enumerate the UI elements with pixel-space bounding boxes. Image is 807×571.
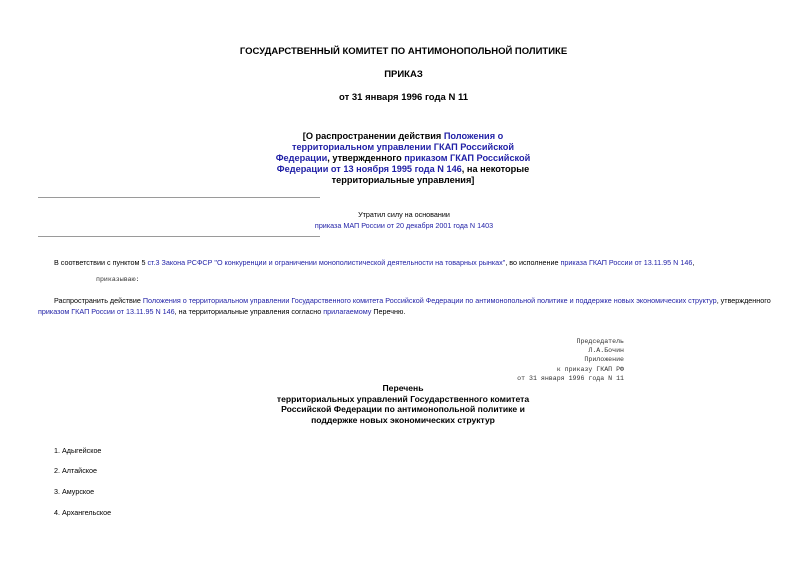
- list-item: 3. Амурское: [54, 487, 95, 496]
- signatory-position: Председатель: [576, 338, 624, 345]
- signatory-name: Л.А.Бочин: [588, 347, 624, 355]
- appendix-label: Приложение: [584, 356, 624, 364]
- competition-law-link[interactable]: ст.3 Закона РСФСР "О конкуренции и ограничении монополистической деятельности на товарных рынках": [147, 258, 506, 267]
- operative-text-1: Распространить действие: [54, 296, 143, 305]
- operative-paragraph-line-2: [38, 306, 405, 317]
- order-146-approval-link[interactable]: приказом ГКАП России от 13.11.95 N 146: [38, 307, 175, 316]
- operative-text-3: , на территориальные управления согласно: [174, 307, 324, 316]
- order-146-link[interactable]: приказом ГКАП Российской Федерации от 13 ноября 1995 года N 146: [276, 153, 531, 174]
- operative-text-2: , утвержденного: [716, 296, 771, 305]
- divider-top: [38, 197, 320, 198]
- territorial-regulation-link[interactable]: Положения о территориальном управлении Государственного комитета Российской Федерации по антимонопольной политике и поддержке новых экономических структур: [142, 296, 717, 305]
- preamble-text-2: , во исполнение: [505, 258, 561, 267]
- operative-text-4: Перечню.: [371, 307, 406, 316]
- list-subtitle: территориальных управлений Государственного комитета Российской Федерации по антимонопольной политике и поддержке новых экономических структур: [276, 393, 530, 425]
- list-item: 2. Алтайское: [54, 466, 98, 475]
- preamble-text-3: ,: [692, 258, 695, 267]
- divider-bottom: [38, 236, 320, 237]
- order-word: приказываю:: [96, 276, 140, 283]
- signature-block: [517, 337, 624, 383]
- document-type-heading: ПРИКАЗ: [384, 69, 423, 80]
- lost-force-basis-link[interactable]: приказа МАП России от 20 декабря 2001 года N 1403: [314, 221, 494, 230]
- list-item: 1. Адыгейское: [54, 446, 102, 455]
- attached-list-link[interactable]: прилагаемому: [323, 307, 372, 316]
- list-heading: [260, 383, 546, 425]
- preamble-text-1: В соответствии с пунктом 5: [54, 258, 148, 267]
- order-146-ref-link[interactable]: приказа ГКАП России от 13.11.95 N 146: [560, 258, 693, 267]
- list-title: Перечень: [382, 383, 424, 393]
- subject-mid-text: , утвержденного: [327, 153, 405, 163]
- operative-paragraph-line-1: [54, 295, 771, 306]
- subject-open-text: [О распространении действия: [302, 131, 444, 141]
- subject-close-text: , на некоторые территориальные управления]: [331, 164, 530, 185]
- preamble-paragraph: [54, 257, 694, 268]
- document-subject: [272, 131, 534, 186]
- regulation-link[interactable]: Положения о территориальном управлении ГКАП Российской Федерации: [275, 131, 515, 163]
- lost-force-text: Утратил силу на основании: [358, 210, 450, 219]
- list-item: 4. Архангельское: [54, 508, 112, 517]
- appendix-order-ref: к приказу ГКАП РФ: [556, 365, 624, 373]
- document-date-heading: от 31 января 1996 года N 11: [339, 92, 468, 103]
- appendix-order-date: от 31 января 1996 года N 11: [517, 374, 624, 382]
- organization-heading: ГОСУДАРСТВЕННЫЙ КОМИТЕТ ПО АНТИМОНОПОЛЬНОЙ ПОЛИТИКЕ: [239, 46, 568, 57]
